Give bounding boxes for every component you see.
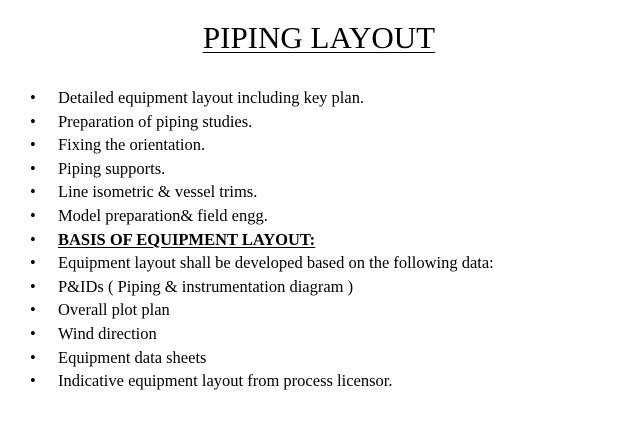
bullet-icon: •: [30, 182, 36, 202]
bullet-icon: •: [30, 276, 36, 296]
bullet-icon: •: [30, 158, 36, 178]
list-item-text: Overall plot plan: [58, 300, 170, 320]
list-item-text: Fixing the orientation.: [58, 135, 206, 155]
list-item-text: Equipment layout shall be developed based on the following data:: [58, 253, 494, 273]
list-item: [30, 298, 620, 322]
list-item-text: Line isometric & vessel trims.: [58, 182, 258, 202]
list-item: [30, 322, 620, 346]
list-item: [30, 251, 620, 275]
list-item-text: Preparation of piping studies.: [58, 111, 253, 131]
bullet-icon: •: [30, 253, 36, 273]
bullet-icon: •: [30, 135, 36, 155]
list-item: [30, 180, 620, 204]
list-item: [30, 204, 620, 228]
list-item-text: Model preparation& field engg.: [58, 205, 268, 225]
list-item: [30, 346, 620, 370]
section-heading-text: BASIS OF EQUIPMENT LAYOUT:: [58, 229, 316, 249]
section-heading-item: [30, 228, 620, 252]
list-item-text: Equipment data sheets: [58, 347, 207, 367]
list-item-text: Indicative equipment layout from process licensor.: [58, 371, 393, 391]
bullet-icon: •: [30, 323, 36, 343]
bullet-icon: •: [30, 88, 36, 107]
list-item: [30, 133, 620, 157]
list-item-text: Wind direction: [58, 323, 157, 343]
bullet-icon: •: [30, 371, 36, 391]
slide-title: PIPING LAYOUT: [202, 20, 436, 55]
bullet-icon: •: [30, 111, 36, 131]
list-item-text: Piping supports.: [58, 158, 166, 178]
list-item-text: P&IDs ( Piping & instrumentation diagram ): [58, 276, 354, 296]
list-item: [30, 86, 620, 110]
list-item: [30, 369, 620, 393]
bullet-list: [30, 86, 620, 393]
bullet-icon: •: [30, 205, 36, 225]
list-item: [30, 157, 620, 181]
bullet-icon: •: [30, 300, 36, 320]
list-item: [30, 110, 620, 134]
bullet-icon: •: [30, 229, 36, 249]
list-item-text: Detailed equipment layout including key plan.: [58, 88, 365, 107]
bullet-icon: •: [30, 347, 36, 367]
list-item: [30, 275, 620, 299]
